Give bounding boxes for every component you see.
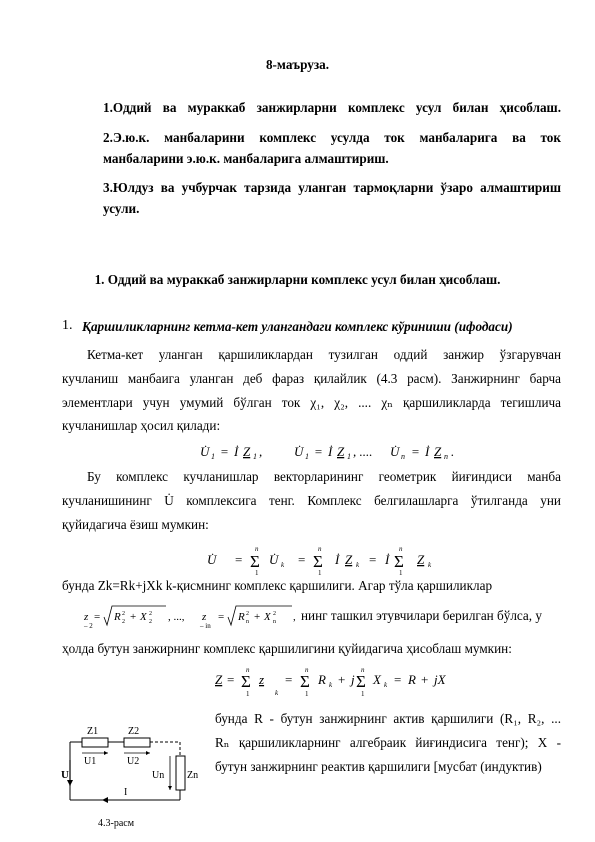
impedance-z1-symbol	[82, 738, 108, 747]
paragraph-2-line-1: Бу комплекс кучланишлар векторларининг геометрик йиғиндиси манба	[87, 469, 561, 484]
impedance-z2-symbol	[124, 738, 150, 747]
svg-text:X: X	[264, 611, 271, 623]
svg-text:=: =	[220, 444, 229, 459]
svg-text:Σ: Σ	[250, 552, 260, 571]
svg-text:1: 1	[246, 690, 250, 698]
svg-text:k: k	[356, 561, 360, 569]
svg-text:, ....: , ....	[353, 444, 373, 459]
svg-text:R: R	[114, 611, 121, 623]
svg-text:1: 1	[253, 452, 257, 461]
svg-text:1: 1	[399, 569, 403, 577]
lecture-title: 8-маъруза.	[265, 57, 330, 72]
svg-text:j: j	[351, 672, 355, 687]
svg-text:=: =	[298, 552, 306, 567]
paragraph-2-line-2: кучланишининг U̇ комплексига тенг. Комплекс белгилашларга ўтилганда уни	[62, 493, 561, 508]
svg-text:İ: İ	[335, 552, 340, 567]
svg-text:.: .	[451, 444, 455, 459]
paragraph-1-line-3: элементлари учун умумий бўлган ток χ₁, χ₂, .... χₙ қаршиликларда тегишлича	[62, 395, 561, 410]
equation-3-render	[80, 598, 320, 632]
svg-text:İ: İ	[328, 444, 333, 459]
svg-text:n: n	[401, 452, 405, 461]
paragraph-6-line-1: бунда R - бутун занжирнинг актив қаршилиги (R₁, R₂, ...	[215, 711, 561, 726]
section-title: 1. Оддий ва мураккаб занжирларни комплекс усул билан ҳисоблаш.	[94, 272, 501, 287]
svg-text:R: R	[238, 611, 245, 623]
svg-text:=: =	[285, 672, 293, 687]
equation-2-render	[205, 542, 485, 576]
svg-text:1: 1	[305, 452, 309, 461]
svg-text:=: =	[411, 444, 420, 459]
topic-1: 1.Оддий ва мураккаб занжирларни комплекс усул билан ҳисоблаш.	[103, 100, 561, 115]
svg-text:+: +	[130, 611, 137, 623]
subsection-number: 1.	[62, 318, 73, 333]
svg-text:k: k	[329, 681, 333, 689]
circuit-diagram	[62, 716, 202, 836]
svg-text:, ...,: , ...,	[168, 611, 185, 623]
label-current: I	[124, 787, 128, 798]
svg-text:‒ 2: ‒ 2	[84, 622, 93, 630]
svg-text:,: ,	[259, 444, 263, 459]
svg-text:Z: Z	[337, 444, 345, 459]
svg-text:2: 2	[149, 619, 152, 625]
svg-text:X: X	[140, 611, 147, 623]
svg-text:z: z	[259, 672, 265, 687]
svg-text:1: 1	[318, 569, 322, 577]
svg-text:n: n	[305, 666, 309, 674]
svg-text:Z: Z	[345, 552, 353, 567]
svg-text:z: z	[84, 611, 89, 623]
paragraph-3: бунда Zk=Rk+jXk k-қисмнинг комплекс қаршилиги. Агар тўла қаршиликлар	[62, 578, 493, 593]
svg-text:U̇: U̇	[269, 552, 279, 567]
svg-text:1: 1	[361, 690, 365, 698]
topic-3-cont: усули.	[103, 201, 140, 216]
equation-1	[198, 439, 488, 469]
svg-text:=: =	[394, 672, 402, 687]
svg-text:n: n	[318, 545, 322, 553]
svg-text:n: n	[246, 619, 249, 625]
svg-text:R: R	[408, 672, 416, 687]
label-z1: Z1	[87, 726, 99, 737]
svg-text:Z: Z	[215, 672, 223, 687]
subsection-title: Қаршиликларнинг кетма-кет улангандаги комплекс кўриниши (ифодаси)	[82, 319, 513, 334]
svg-text:+: +	[254, 611, 261, 623]
svg-text:İ: İ	[425, 444, 430, 459]
paragraph-4-tail: нинг ташкил этувчилари берилган бўлса, у	[301, 608, 542, 623]
circuit-figure	[62, 716, 202, 836]
svg-text:1: 1	[255, 569, 259, 577]
svg-text:=: =	[218, 611, 225, 623]
svg-text:Σ: Σ	[394, 552, 404, 571]
paragraph-1-line-4: кучланишлар ҳосил қилади:	[62, 418, 221, 433]
topic-3: 3.Юлдуз ва учбурчак тарзида уланган тармоқларни ўзаро алмаштириш	[103, 180, 561, 195]
svg-text:n: n	[361, 666, 365, 674]
svg-text:k: k	[281, 561, 285, 569]
svg-text:Σ: Σ	[300, 672, 310, 691]
svg-text:n: n	[444, 452, 448, 461]
svg-text:Z: Z	[417, 552, 425, 567]
svg-text:‒ in: ‒ in	[200, 622, 211, 630]
svg-text:=: =	[235, 552, 243, 567]
svg-text:k: k	[428, 561, 432, 569]
svg-text:1: 1	[347, 452, 351, 461]
svg-text:Z: Z	[243, 444, 251, 459]
svg-text:1: 1	[211, 452, 215, 461]
svg-text:z: z	[202, 611, 207, 623]
label-un: Un	[152, 770, 165, 781]
svg-text:=: =	[314, 444, 323, 459]
figure-caption: 4.3-расм	[98, 818, 135, 829]
svg-text:R: R	[318, 672, 326, 687]
svg-text:U̇: U̇	[207, 552, 217, 567]
equation-4-render	[213, 664, 463, 698]
svg-text:=: =	[369, 552, 377, 567]
svg-text:Z: Z	[434, 444, 442, 459]
label-u2: U2	[127, 756, 140, 767]
svg-text:k: k	[275, 689, 279, 697]
label-u1: U1	[84, 756, 97, 767]
svg-text:İ: İ	[385, 552, 390, 567]
svg-text:2: 2	[246, 611, 249, 617]
svg-text:U̇: U̇	[294, 444, 304, 459]
equation-4	[213, 664, 463, 703]
svg-text:n: n	[399, 545, 403, 553]
svg-text:jX: jX	[434, 672, 446, 687]
paragraph-5: ҳолда бутун занжирнинг комплекс қаршилигини қуйидагича ҳисоблаш мумкин:	[62, 641, 512, 656]
paragraph-6-line-3: бутун занжирнинг реактив қаршилиги [мусбат (индуктив)	[215, 759, 542, 774]
topic-2: 2.Э.ю.к. манбаларини комплекс усулда ток манбаларига ва ток	[103, 130, 561, 145]
paragraph-1-line-1: Кетма-кет уланган қаршиликлардан тузилган оддий занжир ўзгарувчан	[87, 347, 561, 362]
svg-text:2: 2	[122, 611, 125, 617]
svg-text:2: 2	[149, 611, 152, 617]
paragraph-2-line-3: қуйидагича ёзиш мумкин:	[62, 517, 209, 532]
svg-text:Σ: Σ	[241, 672, 251, 691]
svg-text:U̇: U̇	[200, 444, 210, 459]
paragraph-1-line-2: кучланиш манбаига уланган деб фараз қилайлик (4.3 расм). Занжирнинг барча	[62, 371, 561, 386]
svg-text:X: X	[373, 672, 381, 687]
label-z2: Z2	[128, 726, 140, 737]
svg-text:k: k	[384, 681, 388, 689]
svg-text:2: 2	[122, 619, 125, 625]
svg-text:U̇: U̇	[390, 444, 400, 459]
svg-text:=: =	[94, 611, 101, 623]
topic-2-cont: манбаларини э.ю.к. манбаларига алмаштириш.	[103, 151, 389, 166]
paragraph-6-line-2: Rₙ қаршиликларнинг алгебраик йиғиндисига тенг); X -	[215, 735, 561, 750]
svg-text:2: 2	[273, 611, 276, 617]
svg-text:=: =	[227, 672, 235, 687]
svg-text:1: 1	[305, 690, 309, 698]
svg-text:Σ: Σ	[356, 672, 366, 691]
impedance-zn-symbol	[176, 756, 185, 790]
svg-text:n: n	[246, 666, 250, 674]
svg-text:+: +	[421, 672, 429, 687]
label-u: U	[61, 769, 69, 781]
svg-text:İ: İ	[234, 444, 239, 459]
label-zn: Zn	[187, 770, 199, 781]
equation-1-render	[198, 439, 488, 465]
svg-text:,: ,	[293, 611, 296, 623]
svg-text:Σ: Σ	[313, 552, 323, 571]
equation-3	[80, 598, 320, 637]
svg-text:n: n	[255, 545, 259, 553]
svg-text:n: n	[273, 619, 276, 625]
svg-text:+: +	[338, 672, 346, 687]
